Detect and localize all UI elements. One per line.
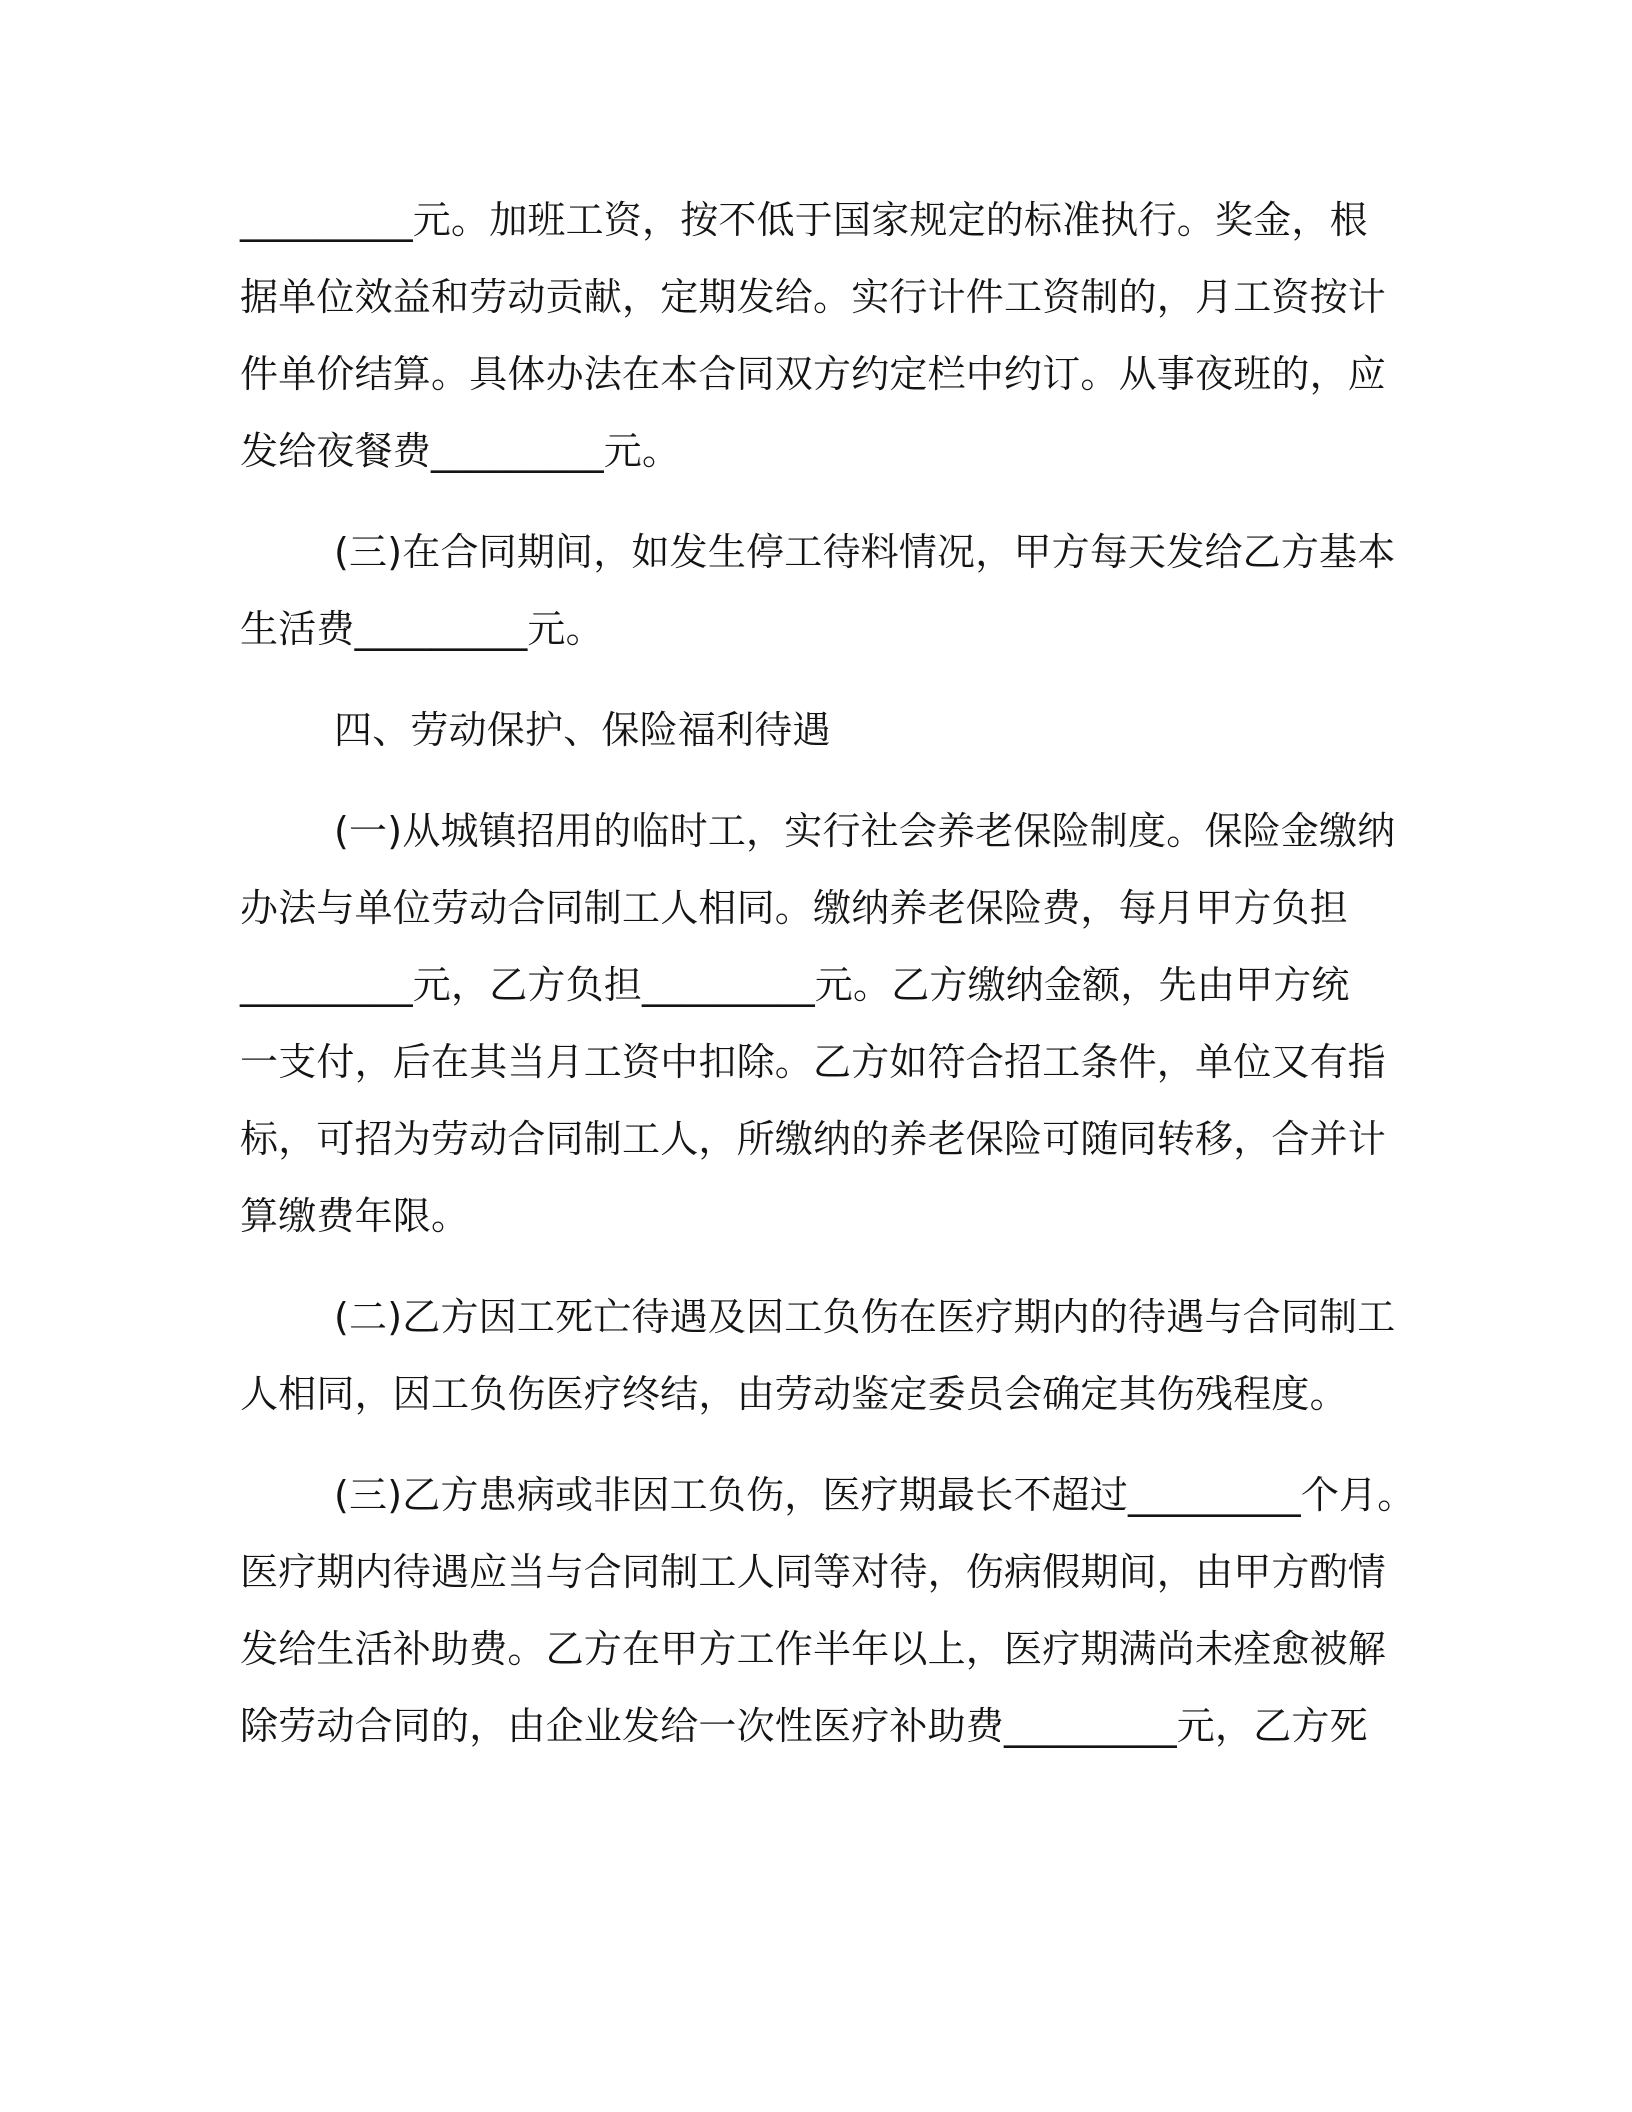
text-line: 发给夜餐费_________元。 [240, 429, 681, 473]
text-line: (三)乙方患病或非因工负伤，医疗期最长不超过_________个月。 [334, 1473, 1416, 1517]
text-line: _________元。加班工资，按不低于国家规定的标准执行。奖金，根 [240, 198, 1368, 242]
text-line: 办法与单位劳动合同制工人相同。缴纳养老保险费，每月甲方负担 [240, 886, 1348, 930]
text-line: 据单位效益和劳动贡献，定期发给。实行计件工资制的，月工资按计 [240, 275, 1387, 319]
text-line: 除劳动合同的，由企业发给一次性医疗补助费_________元，乙方死 [240, 1704, 1368, 1748]
text-line: 生活费_________元。 [240, 607, 604, 651]
text-line: 人相同，因工负伤医疗终结，由劳动鉴定委员会确定其伤残程度。 [240, 1372, 1348, 1416]
text-line: (三)在合同期间，如发生停工待料情况，甲方每天发给乙方基本 [334, 530, 1396, 574]
text-line: 医疗期内待遇应当与合同制工人同等对待，伤病假期间，由甲方酌情 [240, 1550, 1387, 1594]
text-line: _________元，乙方负担_________元。乙方缴纳金额，先由甲方统 [240, 963, 1350, 1007]
text-line: 件单价结算。具体办法在本合同双方约定栏中约订。从事夜班的，应 [240, 352, 1387, 396]
text-line: 一支付，后在其当月工资中扣除。乙方如符合招工条件，单位又有指 [240, 1040, 1387, 1084]
text-line: 标，可招为劳动合同制工人，所缴纳的养老保险可随同转移，合并计 [240, 1117, 1387, 1161]
text-line: (二)乙方因工死亡待遇及因工负伤在医疗期内的待遇与合同制工 [334, 1295, 1396, 1339]
text-line: 算缴费年限。 [240, 1194, 470, 1238]
section-heading: 四、劳动保护、保险福利待遇 [334, 708, 831, 752]
text-line: (一)从城镇招用的临时工，实行社会养老保险制度。保险金缴纳 [334, 809, 1396, 853]
text-line: 发给生活补助费。乙方在甲方工作半年以上，医疗期满尚未痊愈被解 [240, 1627, 1387, 1671]
